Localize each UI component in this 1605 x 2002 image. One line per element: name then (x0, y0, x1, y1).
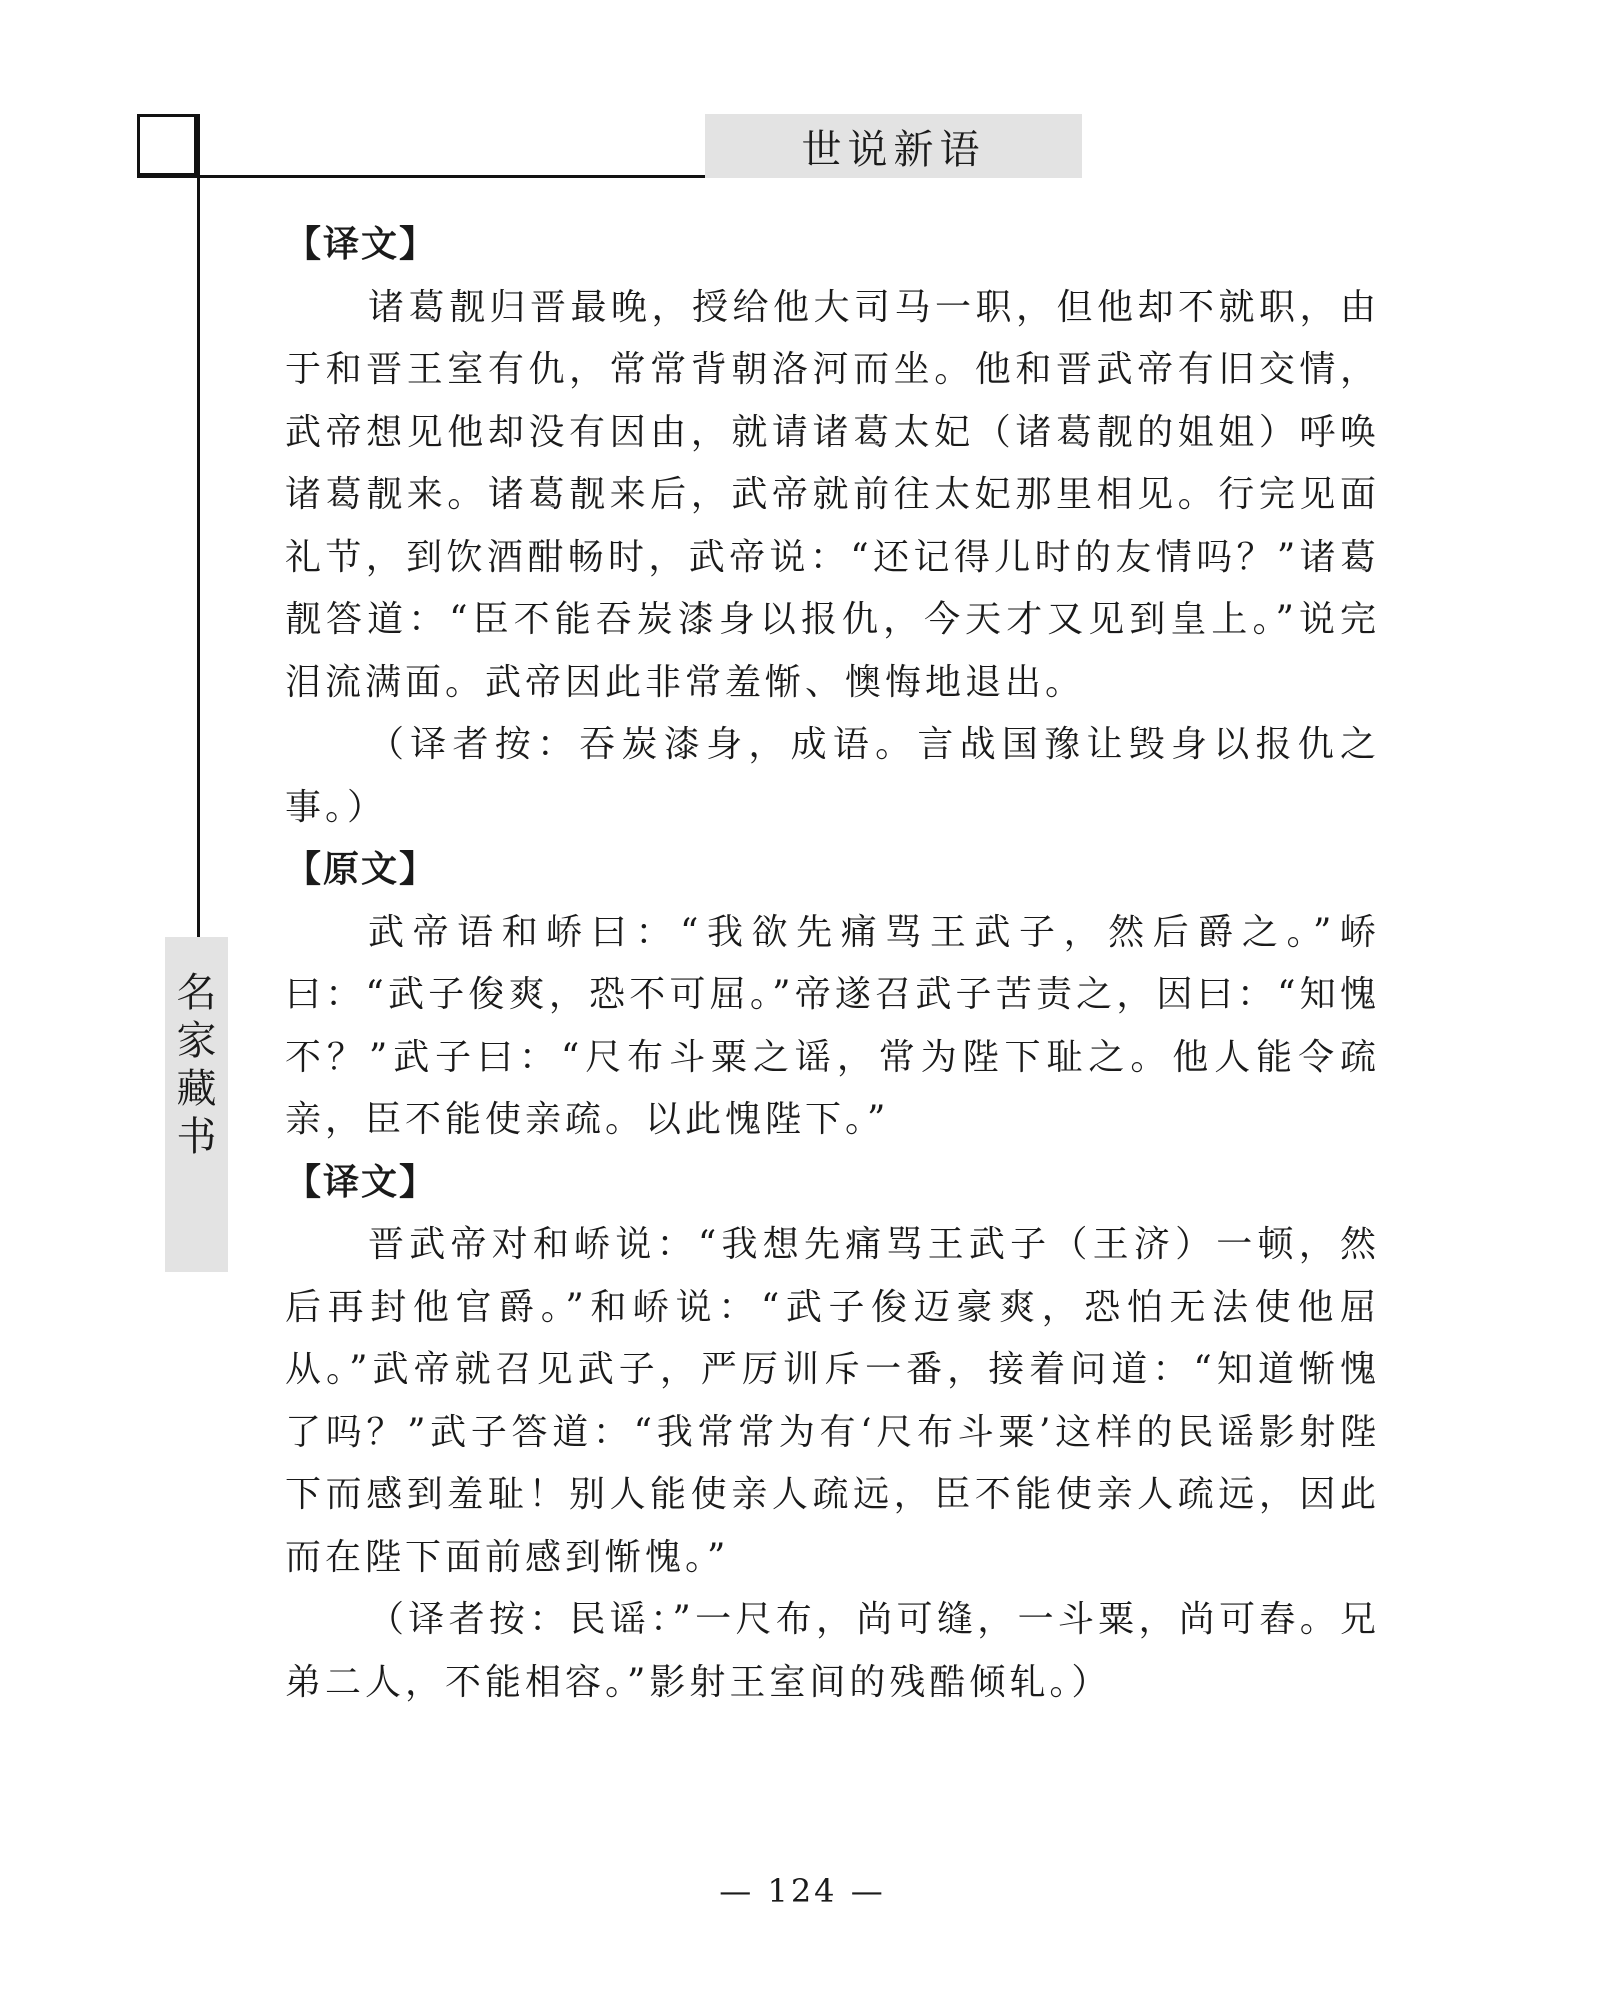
section-heading-translation: 【译文】 (285, 224, 438, 265)
side-tab (165, 937, 228, 1272)
section-heading-translation: 【译文】 (285, 1161, 438, 1203)
header-rule (137, 175, 707, 178)
translation-paragraph: 诸葛靓归晋最晚，授给他大司马一职，但他却不就职，由于和晋王室有仇，常常背朝洛河而坐。他和晋武帝有旧交情，武帝想见他却没有因由，就请诸葛太妃（诸葛靓的姐姐）呼唤诸葛靓来。诸葛靓来后，武帝就前往太妃那里相见。行完见面礼节，到饮酒酣畅时，武帝说：“还记得儿时的友情吗？”诸葛靓答道：“臣不能吞炭漆身以报仇，今天才又见到皇上。”说完泪流满面。武帝因此非常羞惭、懊悔地退出。 (285, 286, 1380, 703)
section-heading-original: 【原文】 (285, 849, 438, 890)
original-paragraph: 武帝语和峤曰：“我欲先痛骂王武子，然后爵之。”峤曰：“武子俊爽，恐不可屈。”帝遂召武子苦责之，因曰：“知愧不？”武子曰：“尺布斗粟之谣，常为陛下耻之。他人能令疏亲，臣不能使亲疏。以此愧陛下。” (285, 911, 1380, 1140)
book-title: 世说新语 (801, 126, 986, 173)
side-tab-char: 名 (176, 970, 217, 1016)
page-number: — 124 — (719, 1872, 886, 1910)
side-tab-char: 藏 (176, 1066, 217, 1112)
side-tab-char: 书 (176, 1114, 217, 1160)
side-tab-char: 家 (176, 1018, 217, 1064)
margin-vertical-rule (197, 114, 200, 939)
body-text (285, 214, 1380, 1714)
translator-note: （译者按：民谣：”一尺布，尚可缝，一斗粟，尚可舂。兄弟二人，不能相容。”影射王室间的残酷倾轧。） (285, 1599, 1380, 1703)
translator-note: （译者按：吞炭漆身，成语。言战国豫让毁身以报仇之事。） (285, 724, 1380, 828)
translation-paragraph: 晋武帝对和峤说：“我想先痛骂王武子（王济）一顿，然后再封他官爵。”和峤说：“武子俊迈豪爽，恐怕无法使他屈从。”武帝就召见武子，严厉训斥一番，接着问道：“知道惭愧了吗？”武子答道：“我常常为有‘尺布斗粟’这样的民谣影射陛下而感到羞耻！别人能使亲人疏远，臣不能使亲人疏远，因此而在陛下面前感到惭愧。” (285, 1224, 1380, 1578)
header-corner-box (137, 114, 197, 176)
